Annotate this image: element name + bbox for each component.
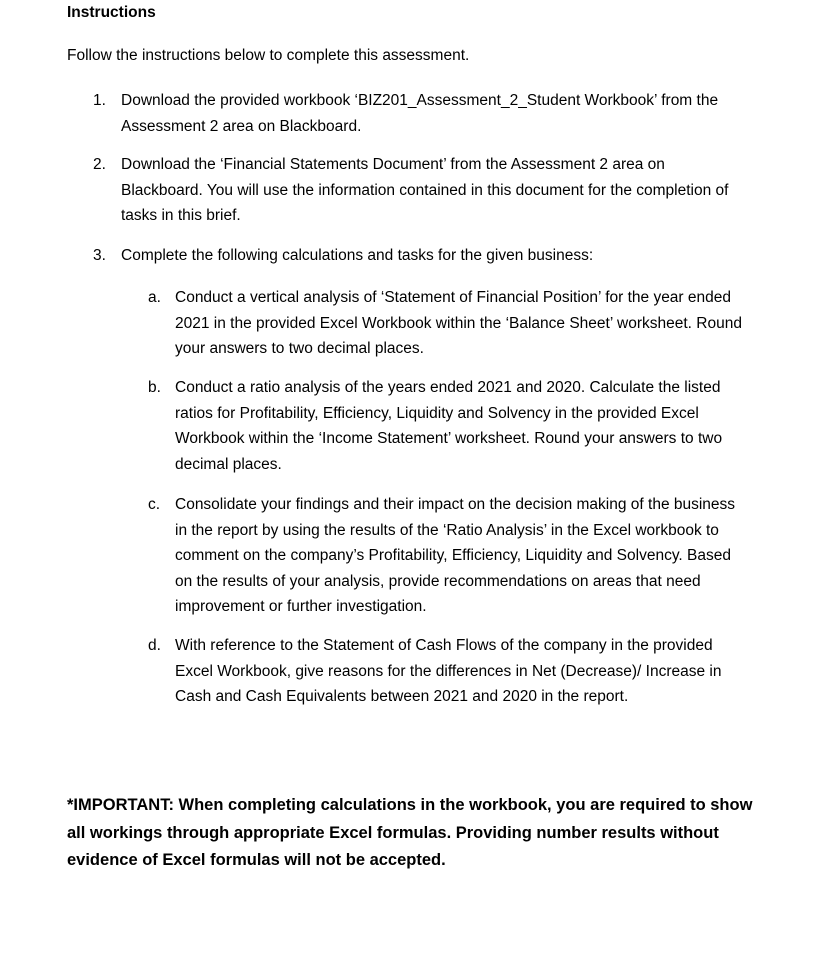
page-heading: Instructions	[67, 4, 156, 21]
important-notice: *IMPORTANT: When completing calculations in the workbook, you are required to show all workings through appropriate Excel formulas. Providing number results without evidence of Excel formulas will not be accepted.	[67, 796, 753, 869]
subtask-c-text: Consolidate your findings and their impact on the decision making of the business in the report by using the results of the ‘Ratio Analysis’ in the Excel workbook to comment on the company’s Profitability, Efficiency, Liquidity and Solvency. Based on the results of your analysis, provide recommendations on areas that need improvement or further investigation.	[175, 496, 736, 615]
subtask-d-text: With reference to the Statement of Cash Flows of the company in the provided Excel Workbook, give reasons for the differences in Net (Decrease)/ Increase in Cash and Cash Equivalents between 2021 and 2020 in the report.	[175, 637, 722, 705]
step-2-number: 2.	[93, 156, 106, 173]
subtask-a-letter: a.	[148, 289, 161, 306]
step-1-text: Download the provided workbook ‘BIZ201_Assessment_2_Student Workbook’ from the Assessment 2 area on Blackboard.	[121, 92, 719, 135]
intro-text: Follow the instructions below to complete this assessment.	[67, 47, 470, 64]
subtask-b-letter: b.	[148, 379, 161, 396]
step-1-number: 1.	[93, 92, 106, 109]
subtask-c-letter: c.	[148, 496, 161, 513]
step-3-text: Complete the following calculations and tasks for the given business:	[121, 247, 594, 264]
step-3-number: 3.	[93, 247, 106, 264]
step-2-text: Download the ‘Financial Statements Document’ from the Assessment 2 area on Blackboard. You will use the information contained in this document for the completion of tasks in this brief.	[121, 156, 729, 224]
subtask-a-text: Conduct a vertical analysis of ‘Statement of Financial Position’ for the year ended 2021 in the provided Excel Workbook within the ‘Balance Sheet’ worksheet. Round your answers to two decimal places.	[175, 289, 742, 357]
subtask-b-text: Conduct a ratio analysis of the years ended 2021 and 2020. Calculate the listed ratios for Profitability, Efficiency, Liquidity and Solvency in the provided Excel Workbook within the ‘Income Statement’ worksheet. Round your answers to two decimal places.	[175, 379, 723, 473]
subtask-d-letter: d.	[148, 637, 161, 654]
